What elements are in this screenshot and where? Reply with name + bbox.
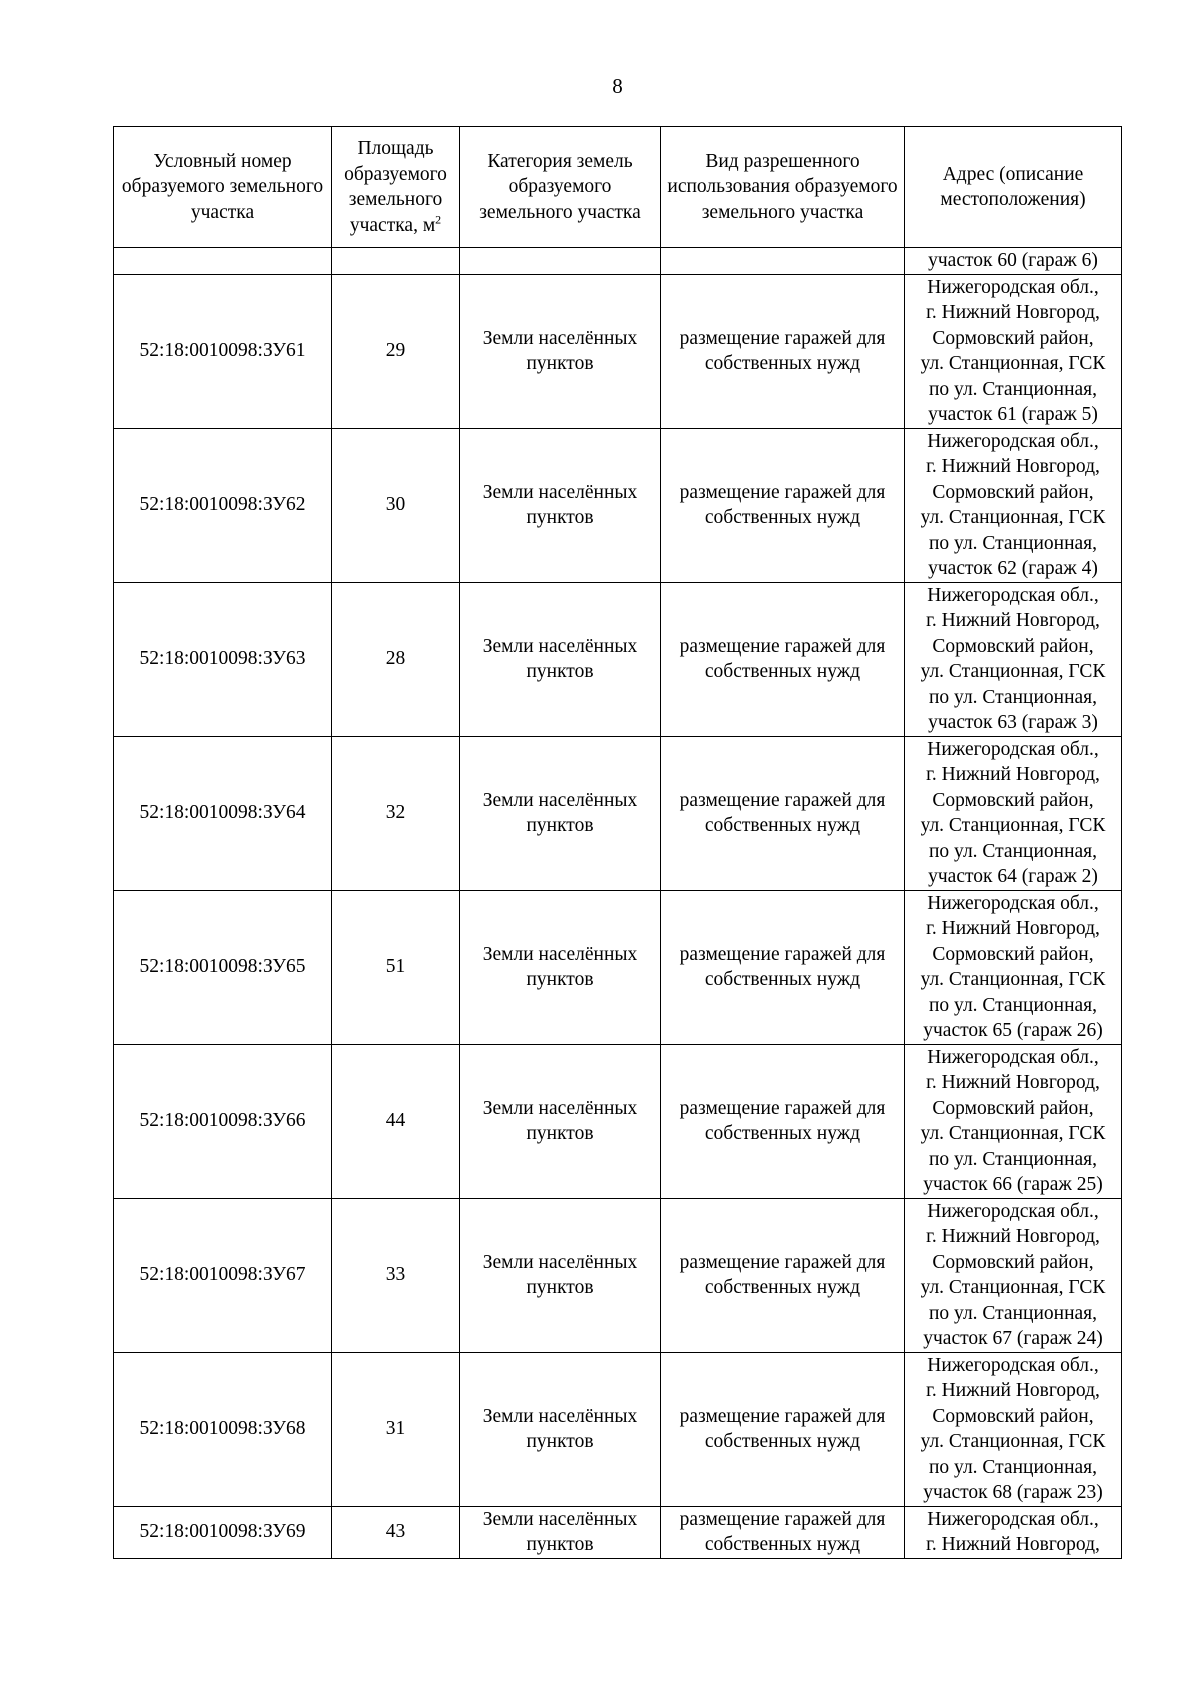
plot-number-cell	[114, 582, 332, 736]
page-number: 8	[612, 74, 623, 98]
address-line: ул. Станционная, ГСК	[920, 661, 1106, 682]
plot-number-cell-text: 52:18:0010098:ЗУ67	[139, 1264, 306, 1286]
address-line: Сормовский район,	[932, 1405, 1094, 1427]
area-cell	[332, 582, 460, 736]
plot-number-cell-text: 52:18:0010098:ЗУ68	[139, 1418, 306, 1440]
land-category-cell-text: Земли населённых пунктов	[482, 1508, 638, 1555]
area-cell	[332, 274, 460, 428]
area-cell	[332, 736, 460, 890]
permitted-use-cell	[661, 1044, 905, 1198]
area-cell	[332, 428, 460, 582]
area-cell-text: 30	[385, 494, 406, 516]
permitted-use-cell	[661, 1352, 905, 1506]
permitted-use-cell-text: размещение гаражей для собственных нужд	[679, 327, 886, 374]
permitted-use-cell	[661, 582, 905, 736]
address-cell	[905, 428, 1122, 582]
address-line: ул. Станционная, ГСК	[920, 815, 1106, 836]
header-area	[332, 127, 460, 248]
plot-number-cell	[114, 736, 332, 890]
area-cell	[332, 1044, 460, 1198]
area-cell	[332, 890, 460, 1044]
address-line: по ул. Станционная,	[928, 1302, 1098, 1324]
address-line: участок 65 (гараж 26)	[923, 1020, 1103, 1041]
address-line: ул. Станционная, ГСК	[920, 507, 1106, 528]
continuation-row	[114, 248, 1122, 275]
permitted-use-cell-text: размещение гаражей для собственных нужд	[679, 635, 886, 682]
address-line: по ул. Станционная,	[928, 686, 1098, 708]
table-row	[114, 582, 1122, 736]
header-area-text: Площадь образуемого земельного участка, м	[344, 138, 447, 236]
land-category-cell-text: Земли населённых пунктов	[482, 789, 638, 836]
address-cell	[905, 1352, 1122, 1506]
area-cell	[332, 1198, 460, 1352]
address-line: Нижегородская обл.,	[927, 1354, 1099, 1376]
address-line: по ул. Станционная,	[928, 1148, 1098, 1170]
area-cell	[332, 1506, 460, 1558]
plot-number-cell-text: 52:18:0010098:ЗУ66	[139, 1110, 306, 1132]
address-line: участок 68 (гараж 23)	[923, 1482, 1103, 1503]
plot-number-cell-text: 52:18:0010098:ЗУ69	[139, 1521, 306, 1543]
land-category-cell	[460, 582, 661, 736]
address-line: участок 62 (гараж 4)	[928, 558, 1098, 579]
address-line: участок 63 (гараж 3)	[928, 712, 1098, 733]
address-line: Сормовский район,	[932, 789, 1094, 811]
address-line: участок 67 (гараж 24)	[923, 1328, 1103, 1349]
continuation-cell-number	[114, 248, 332, 275]
address-line: г. Нижний Новгород,	[926, 764, 1100, 785]
permitted-use-cell	[661, 736, 905, 890]
address-line: г. Нижний Новгород,	[926, 1226, 1100, 1247]
permitted-use-cell-text: размещение гаражей для собственных нужд	[679, 1405, 886, 1452]
permitted-use-cell-text: размещение гаражей для собственных нужд	[679, 943, 886, 990]
plot-number-cell-text: 52:18:0010098:ЗУ64	[139, 802, 306, 824]
address-line: по ул. Станционная,	[928, 378, 1098, 400]
land-category-cell-text: Земли населённых пунктов	[482, 943, 638, 990]
land-category-cell	[460, 1198, 661, 1352]
address-cell	[905, 1044, 1122, 1198]
address-line: г. Нижний Новгород,	[926, 456, 1100, 477]
address-line: по ул. Станционная,	[928, 840, 1098, 862]
land-category-cell-text: Земли населённых пунктов	[482, 1251, 638, 1298]
land-category-cell	[460, 890, 661, 1044]
address-line: г. Нижний Новгород,	[926, 610, 1100, 631]
address-line: Нижегородская обл.,	[927, 1200, 1099, 1222]
address-line: Нижегородская обл.,	[927, 1046, 1099, 1068]
continuation-cell-area	[332, 248, 460, 275]
address-line: ул. Станционная, ГСК	[920, 1277, 1106, 1298]
land-category-cell-text: Земли населённых пунктов	[482, 481, 638, 528]
address-line: участок 66 (гараж 25)	[923, 1174, 1103, 1195]
address-line: Нижегородская обл.,	[927, 276, 1099, 298]
address-line: Сормовский район,	[932, 327, 1094, 349]
address-line: Сормовский район,	[932, 1251, 1094, 1273]
header-permitted-use: Вид разрешенного использования образуемого земельного участка	[661, 127, 905, 248]
address-line: ул. Станционная, ГСК	[920, 969, 1106, 990]
address-line: участок 60 (гараж 6)	[928, 250, 1098, 271]
plot-number-cell	[114, 1198, 332, 1352]
continuation-cell-address	[905, 248, 1122, 275]
table-row	[114, 274, 1122, 428]
table-row	[114, 736, 1122, 890]
address-line: Сормовский район,	[932, 635, 1094, 657]
address-cell	[905, 890, 1122, 1044]
table-header	[114, 127, 1122, 248]
address-cell	[905, 274, 1122, 428]
area-cell-text: 43	[385, 1521, 406, 1543]
plot-number-cell	[114, 1352, 332, 1506]
land-category-cell	[460, 1506, 661, 1558]
area-cell-text: 31	[385, 1418, 406, 1440]
address-line: ул. Станционная, ГСК	[920, 1123, 1106, 1144]
plot-number-cell-text: 52:18:0010098:ЗУ65	[139, 956, 306, 978]
permitted-use-cell	[661, 1198, 905, 1352]
address-line: по ул. Станционная,	[928, 1456, 1098, 1478]
address-line: г. Нижний Новгород,	[926, 1072, 1100, 1093]
permitted-use-cell-text: размещение гаражей для собственных нужд	[679, 481, 886, 528]
land-category-cell	[460, 1044, 661, 1198]
address-line: Нижегородская обл.,	[927, 1508, 1099, 1530]
table-row	[114, 1506, 1122, 1558]
header-row	[114, 127, 1122, 248]
plot-number-cell	[114, 1044, 332, 1198]
address-cell	[905, 582, 1122, 736]
address-cell	[905, 1506, 1122, 1558]
land-category-cell-text: Земли населённых пунктов	[482, 1097, 638, 1144]
permitted-use-cell-text: размещение гаражей для собственных нужд	[679, 789, 886, 836]
address-line: Сормовский район,	[932, 481, 1094, 503]
area-cell-text: 29	[385, 340, 406, 362]
header-area-unit-exponent: 2	[435, 212, 442, 226]
address-line: ул. Станционная, ГСК	[920, 1431, 1106, 1452]
address-line: г. Нижний Новгород,	[926, 1380, 1100, 1401]
plot-number-cell	[114, 1506, 332, 1558]
address-line: по ул. Станционная,	[928, 532, 1098, 554]
address-line: Нижегородская обл.,	[927, 430, 1099, 452]
area-cell-text: 28	[385, 648, 406, 670]
plot-number-cell-text: 52:18:0010098:ЗУ61	[139, 340, 306, 362]
land-plots-table	[113, 126, 1122, 1559]
plot-number-cell-text: 52:18:0010098:ЗУ63	[139, 648, 306, 670]
permitted-use-cell	[661, 274, 905, 428]
area-cell-text: 44	[385, 1110, 406, 1132]
area-cell	[332, 1352, 460, 1506]
permitted-use-cell	[661, 1506, 905, 1558]
permitted-use-cell-text: размещение гаражей для собственных нужд	[679, 1097, 886, 1144]
address-line: Сормовский район,	[932, 943, 1094, 965]
address-cell	[905, 736, 1122, 890]
land-category-cell	[460, 1352, 661, 1506]
continuation-cell-category	[460, 248, 661, 275]
area-cell-text: 33	[385, 1264, 406, 1286]
address-line: Нижегородская обл.,	[927, 892, 1099, 914]
land-category-cell-text: Земли населённых пунктов	[482, 1405, 638, 1452]
header-address: Адрес (описание местоположения)	[905, 127, 1122, 248]
table-row	[114, 1352, 1122, 1506]
permitted-use-cell-text: размещение гаражей для собственных нужд	[679, 1251, 886, 1298]
address-line: Нижегородская обл.,	[927, 738, 1099, 760]
plot-number-cell	[114, 890, 332, 1044]
continuation-cell-use	[661, 248, 905, 275]
table-row	[114, 428, 1122, 582]
plot-number-cell-text: 52:18:0010098:ЗУ62	[139, 494, 306, 516]
address-line: Нижегородская обл.,	[927, 584, 1099, 606]
permitted-use-cell	[661, 890, 905, 1044]
table-row	[114, 890, 1122, 1044]
table-body	[114, 248, 1122, 1559]
plot-number-cell	[114, 428, 332, 582]
address-line: по ул. Станционная,	[928, 994, 1098, 1016]
address-cell	[905, 1198, 1122, 1352]
address-line: г. Нижний Новгород,	[926, 1534, 1100, 1555]
header-land-category: Категория земель образуемого земельного участка	[460, 127, 661, 248]
area-cell-text: 32	[385, 802, 406, 824]
land-category-cell-text: Земли населённых пунктов	[482, 635, 638, 682]
address-line: Сормовский район,	[932, 1097, 1094, 1119]
address-line: ул. Станционная, ГСК	[920, 353, 1106, 374]
land-category-cell	[460, 736, 661, 890]
plot-number-cell	[114, 274, 332, 428]
area-cell-text: 51	[385, 956, 406, 978]
permitted-use-cell-text: размещение гаражей для собственных нужд	[679, 1508, 886, 1555]
land-category-cell	[460, 274, 661, 428]
address-line: г. Нижний Новгород,	[926, 918, 1100, 939]
land-category-cell	[460, 428, 661, 582]
land-category-cell-text: Земли населённых пунктов	[482, 327, 638, 374]
table-row	[114, 1044, 1122, 1198]
address-line: участок 61 (гараж 5)	[928, 404, 1098, 425]
table-row	[114, 1198, 1122, 1352]
address-line: участок 64 (гараж 2)	[928, 866, 1098, 887]
permitted-use-cell	[661, 428, 905, 582]
header-plot-number: Условный номер образуемого земельного участка	[114, 127, 332, 248]
address-line: г. Нижний Новгород,	[926, 302, 1100, 323]
